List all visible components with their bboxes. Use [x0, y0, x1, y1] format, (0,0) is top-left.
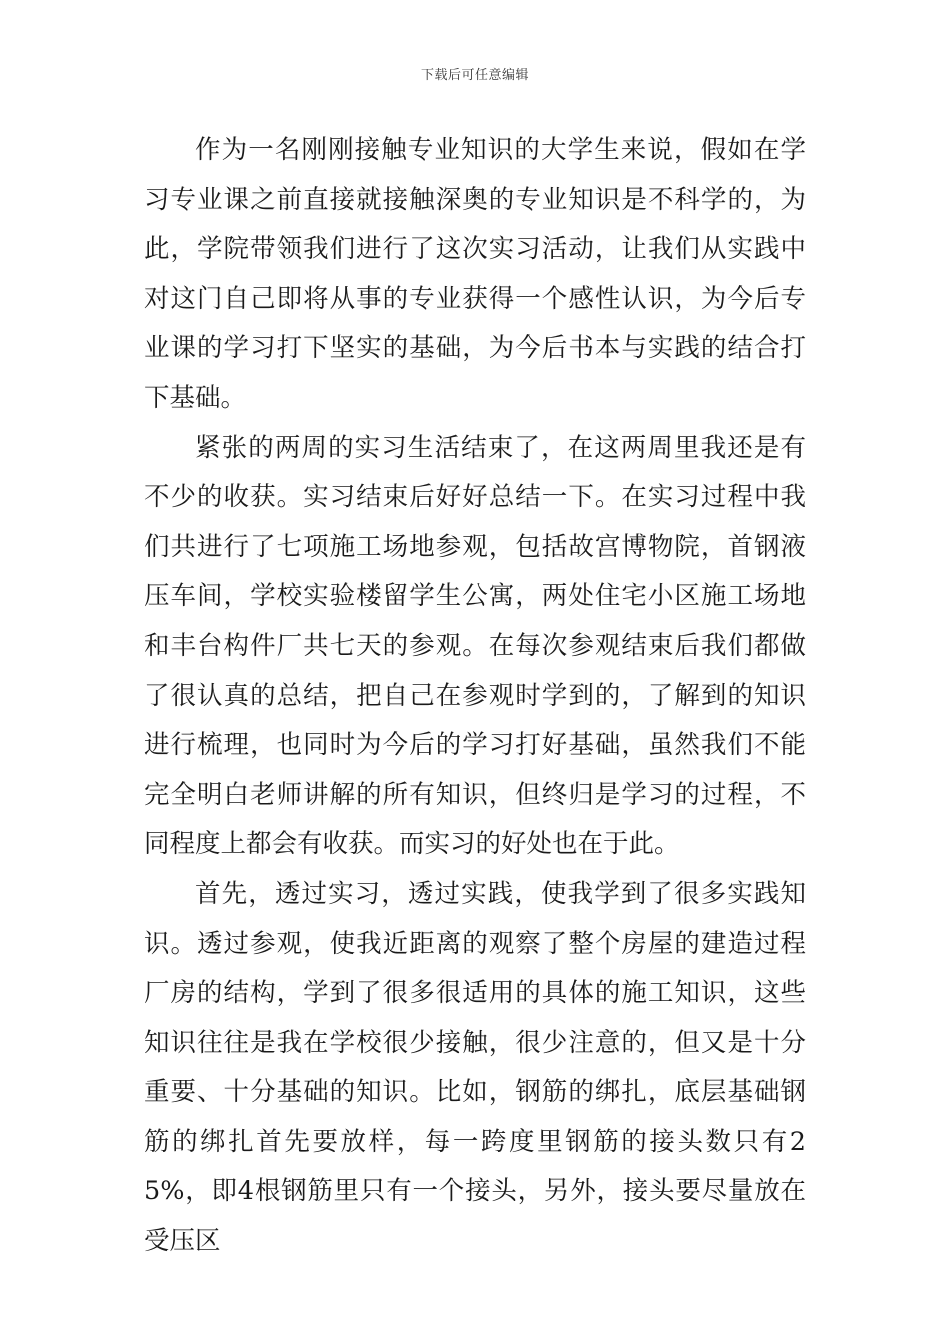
page-header: 下载后可任意编辑 — [420, 68, 529, 83]
paragraph-2: 紧张的两周的实习生活结束了，在这两周里我还是有不少的收获。实习结束后好好总结一下。在实习过程中我们共进行了七项施工场地参观，包括故宫博物院，首钢液压车间，学校实验楼留学生公寓，两处住宅小区施工场地和丰台构件厂共七天的参观。在每次参观结束后我们都做了很认真的总结，把自己在参观时学到的，了解到的知识进行梳理，也同时为今后的学习打好基础，虽然我们不能完全明白老师讲解的所有知识，但终归是学习的过程，不同程度上都会有收获。而实习的好处也在于此。 — [144, 432, 806, 860]
document-body — [144, 126, 806, 1267]
paragraph-1: 作为一名刚刚接触专业知识的大学生来说，假如在学习专业课之前直接就接触深奥的专业知识是不科学的，为此，学院带领我们进行了这次实习活动，让我们从实践中对这门自己即将从事的专业获得一个感性认识，为今后专业课的学习打下坚实的基础，为今后书本与实践的结合打下基础。 — [144, 135, 806, 413]
paragraph-3: 首先，透过实习，透过实践，使我学到了很多实践知识。透过参观，使我近距离的观察了整个房屋的建造过程厂房的结构，学到了很多很适用的具体的施工知识，这些知识往往是我在学校很少接触，很少注意的，但又是十分重要、十分基础的知识。比如，钢筋的绑扎，底层基础钢筋的绑扎首先要放样，每一跨度里钢筋的接头数只有25%，即4根钢筋里只有一个接头，另外，接头要尽量放在受压区 — [144, 878, 806, 1257]
